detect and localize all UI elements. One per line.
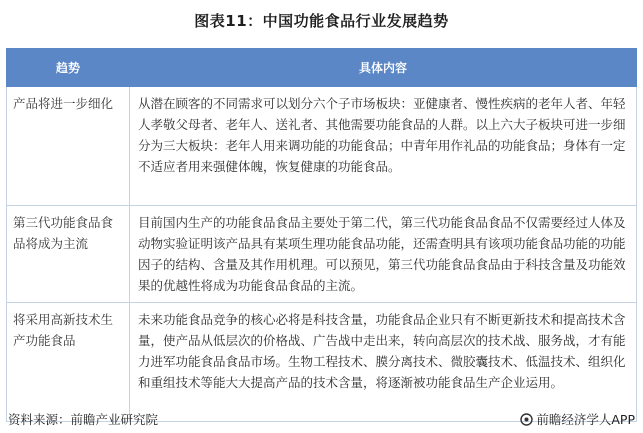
table-row xyxy=(7,303,637,422)
content-cell: 未来功能食品竞争的核心必将是科技含量，功能食品企业只有不断更新技术和提高技术含量，使产品从低层次的价格战、广告战中走出来，转向高层次的技术战、服务战，才有能力进军功能食品食品市场。生物工程技术、膜分离技术、微胶囊技术、低温技术、组织化和重组技术等能大大提高产品的技术含量，将逐渐被功能食品生产企业运用。 xyxy=(130,303,637,422)
trends-table xyxy=(6,48,637,422)
header-content: 具体内容 xyxy=(130,49,637,87)
qianzhan-logo-icon xyxy=(520,413,533,426)
table-row xyxy=(7,206,637,303)
source-note: 资料来源：前瞻产业研究院 xyxy=(8,412,159,427)
trend-cell: 第三代功能食品食品将成为主流 xyxy=(7,206,130,303)
trend-cell: 将采用高新技术生产功能食品 xyxy=(7,303,130,422)
content-cell: 目前国内生产的功能食品食品主要处于第二代，第三代功能食品食品不仅需要经过人体及动物实验证明该产品具有某项生理功能食品功能，还需查明具有该项功能食品功能的功能因子的结构、含量及其作用机理。可以预见，第三代功能食品食品由于科技含量及功能效果的优越性将成为功能食品食品的主流。 xyxy=(130,206,637,303)
header-trend: 趋势 xyxy=(7,49,130,87)
table-row xyxy=(7,87,637,206)
content-cell: 从潜在顾客的不同需求可以划分六个子市场板块：亚健康者、慢性疾病的老年人者、年轻人孝敬父母者、老年人、送礼者、其他需要功能食品的人群。以上六大子板块可进一步细分为三大板块：老年人用来调功能的功能食品；中青年用作礼品的功能食品；身体有一定不适应者用来强健体魄，恢复健康的功能食品。 xyxy=(130,87,637,206)
brand-credit xyxy=(520,410,635,428)
chart-title: 图表11：中国功能食品行业发展趋势 xyxy=(194,12,449,30)
trend-cell: 产品将进一步细化 xyxy=(7,87,130,206)
table-header-row xyxy=(7,49,637,87)
brand-name: 前瞻经济学人APP xyxy=(536,412,635,427)
